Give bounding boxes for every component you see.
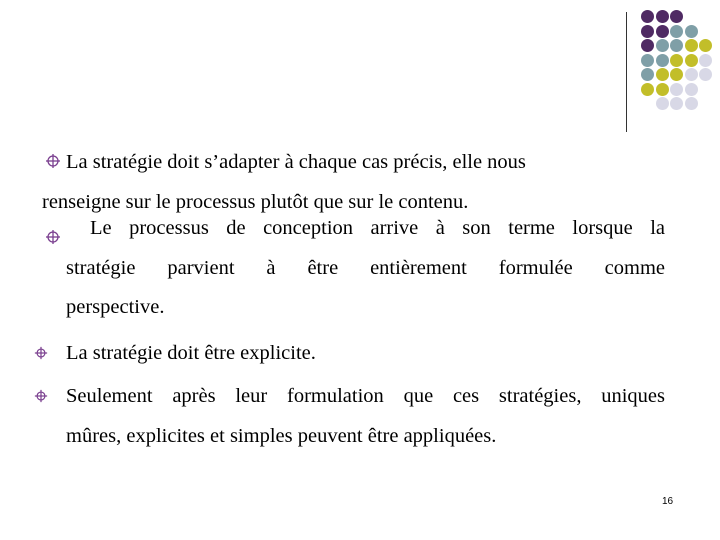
paragraph-2-line-1: Le processus de conception arrive à son terme lorsque la — [90, 217, 665, 239]
crosshair-circle-icon — [45, 229, 61, 245]
decorative-dot — [699, 39, 712, 52]
decorative-dot — [641, 83, 654, 96]
decorative-dot — [656, 83, 669, 96]
decorative-dot — [685, 83, 698, 96]
paragraph-3-line-1: La stratégie doit être explicite. — [66, 342, 316, 364]
decorative-dot — [670, 10, 683, 23]
decorative-dot — [670, 68, 683, 81]
decorative-dot — [685, 39, 698, 52]
page-number: 16 — [662, 496, 674, 507]
paragraph-4-line-2: mûres, explicites et simples peuvent être appliquées. — [66, 425, 497, 447]
decorative-dot — [641, 10, 654, 23]
decorative-dot — [656, 68, 669, 81]
decorative-dot — [641, 25, 654, 38]
decorative-dot — [656, 54, 669, 67]
decorative-dot — [656, 25, 669, 38]
decorative-dot — [670, 25, 683, 38]
decorative-dot — [699, 68, 712, 81]
decorative-vertical-rule — [626, 12, 627, 132]
paragraph-1-line-2: renseigne sur le processus plutôt que sur le contenu. — [42, 191, 469, 213]
decorative-dot-grid — [0, 0, 720, 130]
decorative-dot — [670, 54, 683, 67]
decorative-dot — [641, 39, 654, 52]
decorative-dot — [685, 97, 698, 110]
crosshair-circle-icon — [34, 389, 48, 403]
decorative-dot — [656, 39, 669, 52]
decorative-dot — [641, 54, 654, 67]
paragraph-1-line-1: La stratégie doit s’adapter à chaque cas précis, elle nous — [66, 151, 526, 173]
decorative-dot — [670, 97, 683, 110]
decorative-dot — [641, 68, 654, 81]
decorative-dot — [685, 25, 698, 38]
paragraph-2-line-3: perspective. — [66, 296, 165, 318]
decorative-dot — [670, 83, 683, 96]
decorative-dot — [656, 97, 669, 110]
crosshair-circle-icon — [34, 346, 48, 360]
crosshair-circle-icon — [45, 153, 61, 169]
decorative-dot — [685, 54, 698, 67]
paragraph-2-line-2: stratégie parvient à être entièrement formulée comme — [66, 257, 665, 279]
decorative-dot — [685, 68, 698, 81]
decorative-dot — [699, 54, 712, 67]
paragraph-4-line-1: Seulement après leur formulation que ces stratégies, uniques — [66, 385, 665, 407]
decorative-dot — [670, 39, 683, 52]
decorative-dot — [656, 10, 669, 23]
